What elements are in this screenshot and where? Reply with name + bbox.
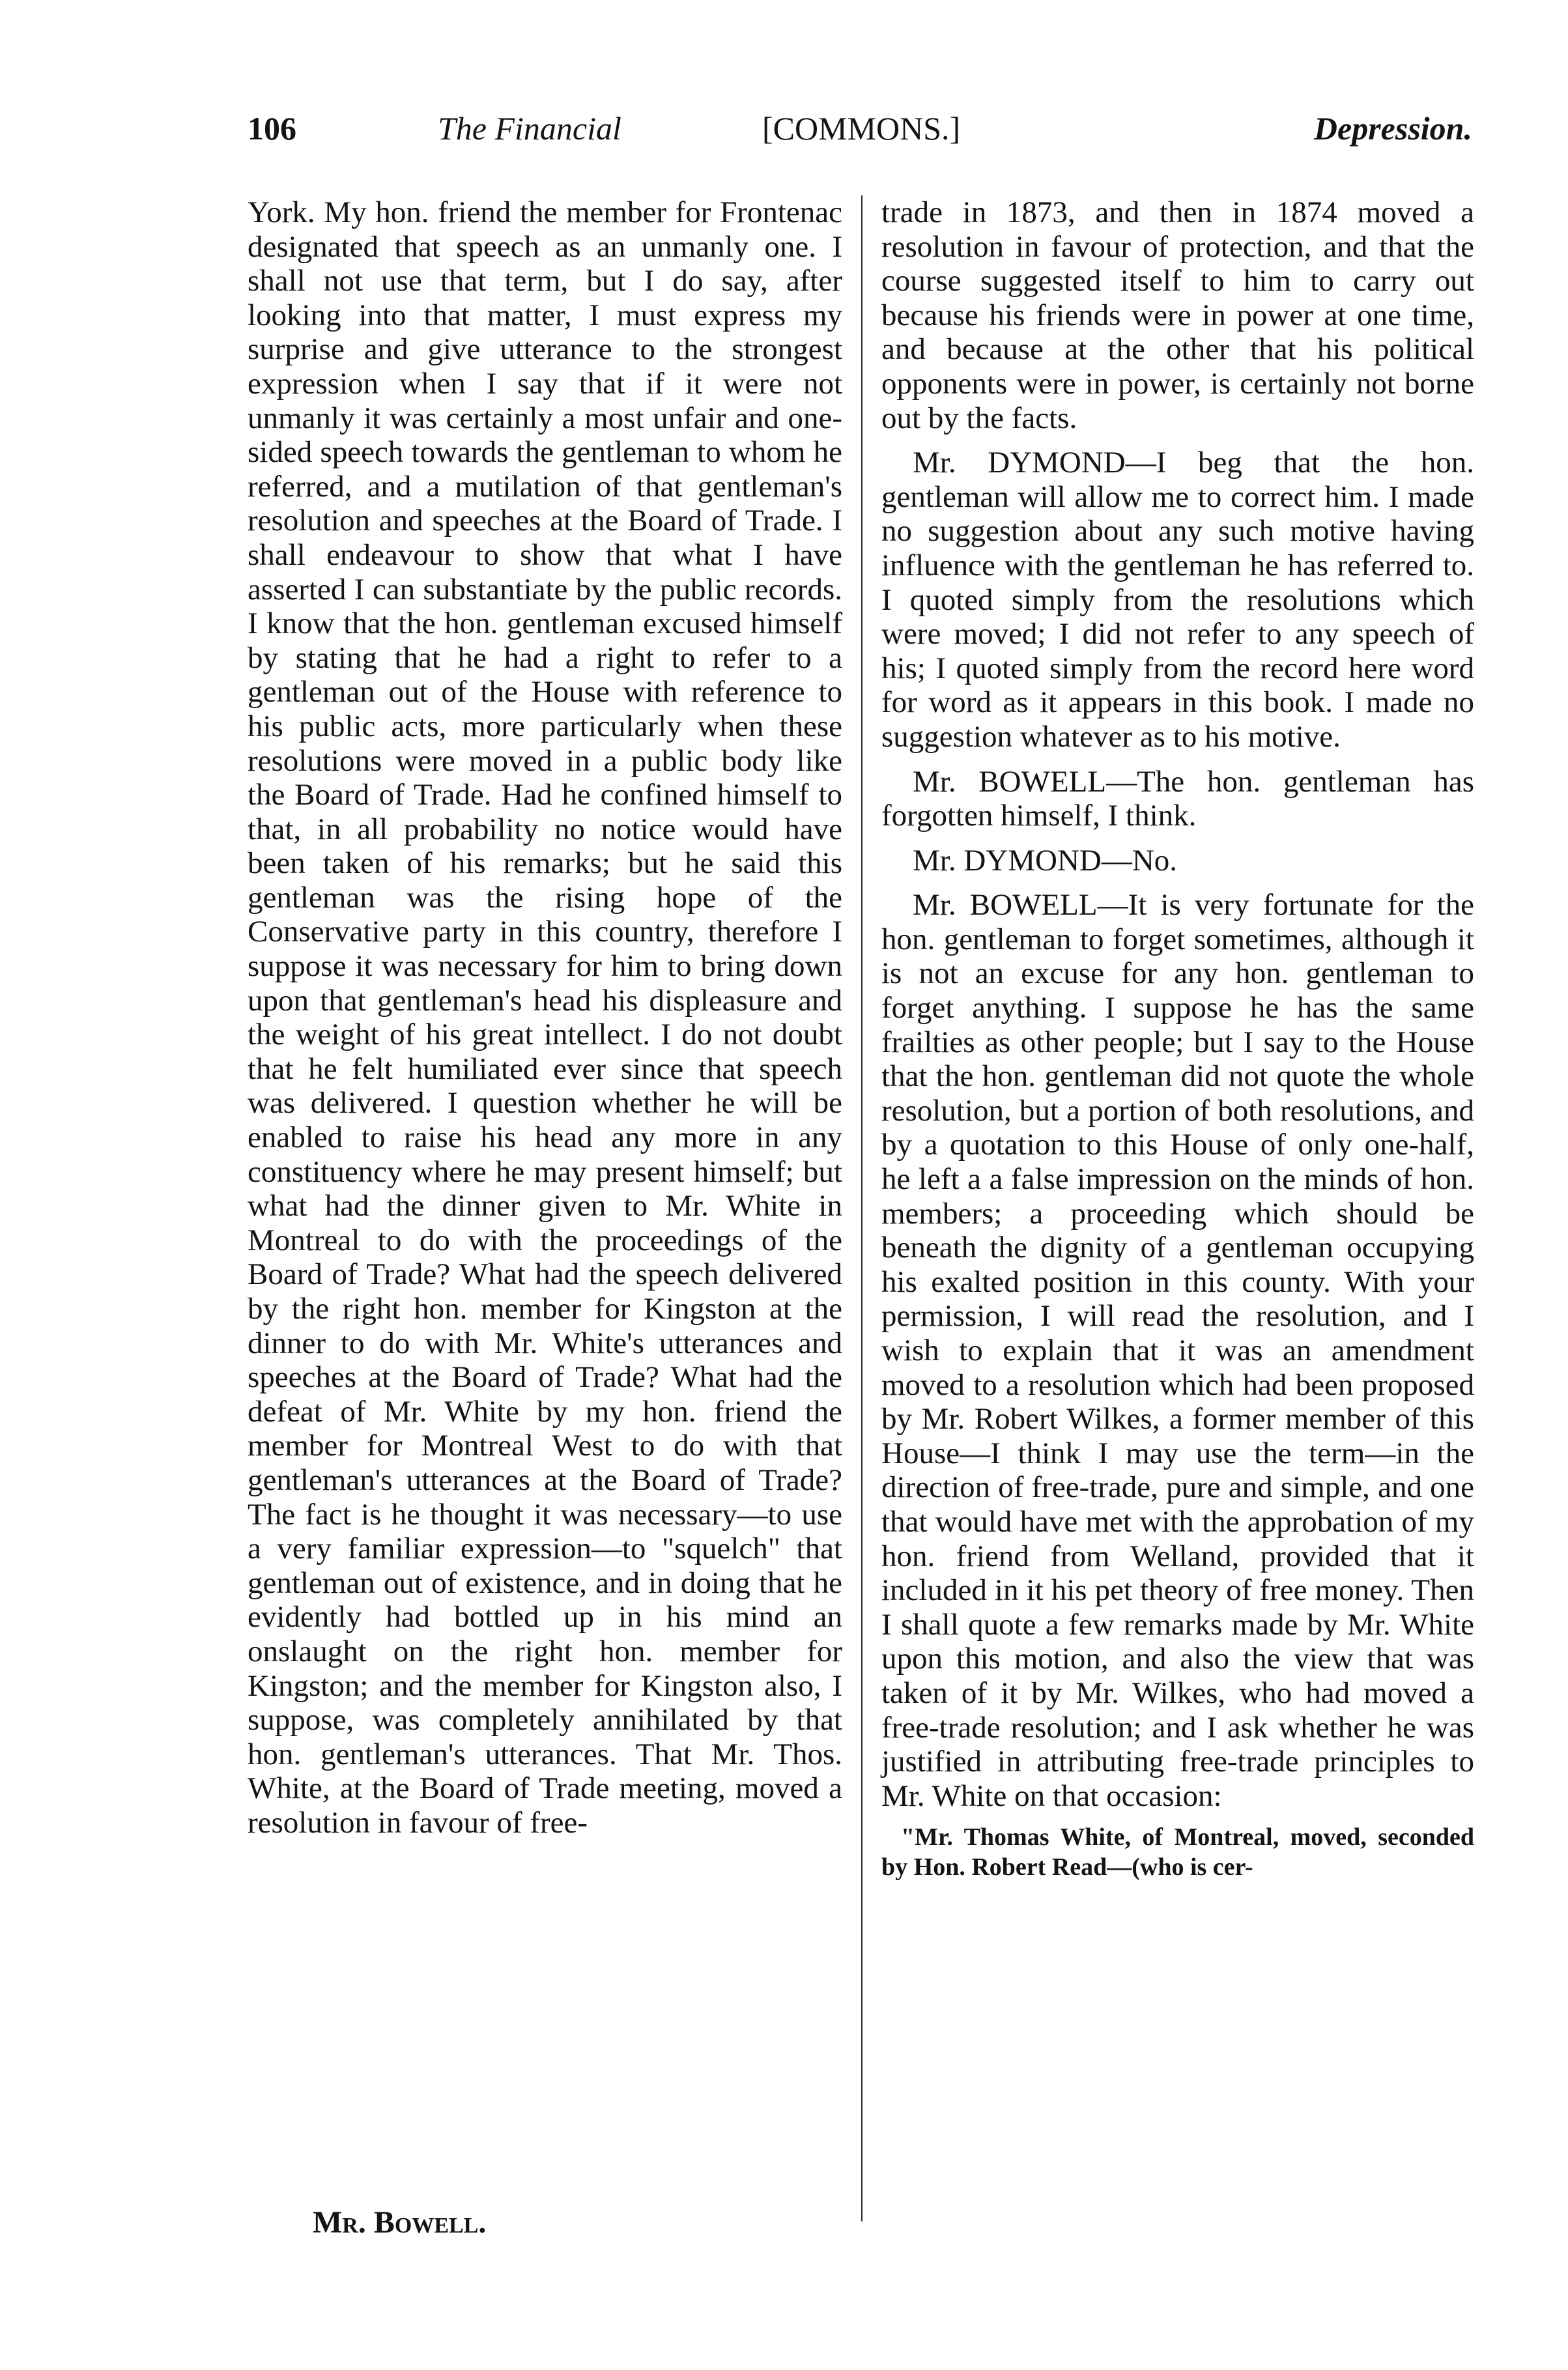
running-title-center: [COMMONS.] [762, 110, 961, 147]
bowell-paragraph-short: Mr. BOWELL—The hon. gentleman has forgotten himself, I think. [881, 764, 1474, 833]
running-head [248, 109, 1472, 168]
dymond-reply: Mr. DYMOND—No. [913, 843, 1178, 878]
column-divider [861, 195, 862, 2221]
left-column [248, 195, 842, 1840]
bowell-paragraph-long: Mr. BOWELL—It is very fortunate for the hon. gentleman to forget sometimes, although it is not an excuse for any hon. gentleman to forget anything. I suppose he has the same frailties as other people; but I say to the House that the hon. gentleman did not quote the whole resolution, but a portion of both resolutions, and by a quotation to this House of only one-half, he left a a false impression on the minds of hon. members; a proceeding which should be beneath the dignity of a gentleman occupying his exalted position in this county. With your permission, I will read the resolution, and I wish to explain that it was an amendment moved to a resolution which had been proposed by Mr. Robert Wilkes, a former member of this House—I think I may use the term—in the direction of free-trade, pure and simple, and one that would have met with the approbation of my hon. friend from Welland, provided that it included in it his pet theory of free money. Then I shall quote a few remarks made by Mr. White upon this motion, and also the view that was taken of it by Mr. Wilkes, who had moved a free-trade resolution; and I ask whether he was justified in attributing free-trade principles to Mr. White on that occasion: [881, 888, 1474, 1813]
quoted-resolution: "Mr. Thomas White, of Montreal, moved, seconded by Hon. Robert Read—(who is cer- [881, 1823, 1474, 1881]
running-title-left: The Financial [438, 110, 621, 147]
right-paragraph-continuation: trade in 1873, and then in 1874 moved a resolution in favour of protection, and that the course suggested itself to him to carry out because his friends were in power at one time, and because at the other that his political opponents were in power, is certainly not borne out by the facts. [881, 195, 1474, 435]
right-column [881, 195, 1474, 1882]
left-paragraph: York. My hon. friend the member for Frontenac designated that speech as an unmanly one. I shall not use that term, but I do say, after looking into that matter, I must express my surprise and give utterance to the strongest expression when I say that if it were not unmanly it was certainly a most unfair and one-sided speech towards the gentleman to whom he referred, and a mutilation of that gentleman's resolution and speeches at the Board of Trade. I shall endeavour to show that what I have asserted I can substantiate by the public records. I know that the hon. gentleman excused himself by stating that he had a right to refer to a gentleman out of the House with reference to his public acts, more particularly when these resolutions were moved in a public body like the Board of Trade. Had he confined himself to that, in all probability no notice would have been taken of his remarks; but he said this gentleman was the rising hope of the Conservative party in this country, therefore I suppose it was necessary for him to bring down upon that gentleman's head his displeasure and the weight of his great intellect. I do not doubt that he felt humiliated ever since that speech was delivered. I question whether he will be enabled to raise his head any more in any constituency where he may present himself; but what had the dinner given to Mr. White in Montreal to do with the proceedings of the Board of Trade? What had the speech delivered by the right hon. member for Kingston at the dinner to do with Mr. White's utterances and speeches at the Board of Trade? What had the defeat of Mr. White by my hon. friend the member for Montreal West to do with that gentleman's utterances at the Board of Trade? The fact is he thought it was necessary—to use a very familiar expression—to "squelch" that gentleman out of existence, and in doing that he evidently had bottled up in his mind an onslaught on the right hon. member for Kingston; and the member for Kingston also, I suppose, was completely annihilated by that hon. gentleman's utterances. That Mr. Thos. White, at the Board of Trade meeting, moved a resolution in favour of free- [248, 195, 842, 1840]
page-number: 106 [248, 110, 296, 147]
speaker-label: Mr. Bowell. [313, 2205, 487, 2240]
running-title-right: Depression. [1313, 110, 1472, 147]
dymond-paragraph: Mr. DYMOND—I beg that the hon. gentleman will allow me to correct him. I made no suggestion about any such motive having influence with the gentleman he has referred to. I quoted simply from the resolutions which were moved; I did not refer to any speech of his; I quoted simply from the record here word for word as it appears in this book. I made no suggestion whatever as to his motive. [881, 446, 1474, 754]
